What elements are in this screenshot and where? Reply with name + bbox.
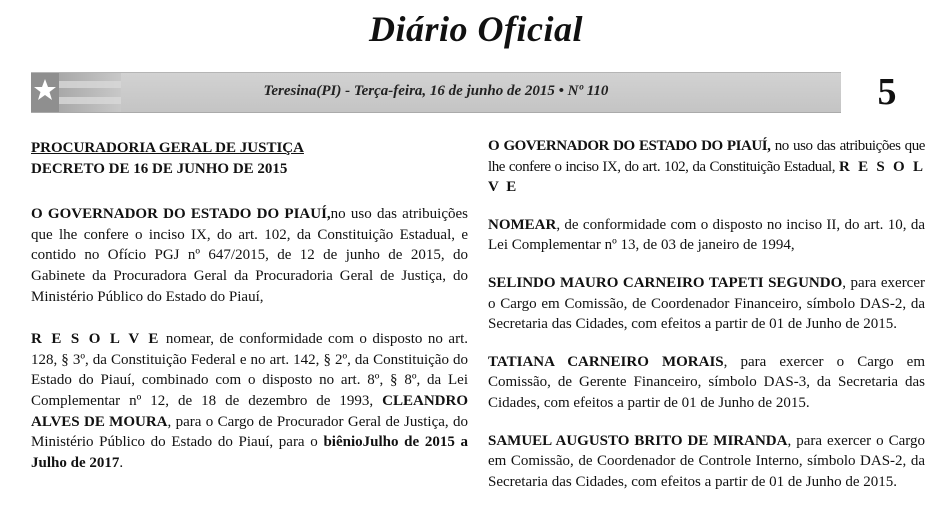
paragraph-governor xyxy=(31,204,468,307)
paragraph-nomear xyxy=(488,215,925,256)
heading-decree: DECRETO DE 16 DE JUNHO DE 2015 xyxy=(31,160,288,177)
appointee-name: TATIANA CARNEIRO MORAIS xyxy=(488,353,724,370)
heading-institution: PROCURADORIA GERAL DE JUSTIÇA xyxy=(31,140,304,156)
paragraph-text: , para exercer o Cargo em Comissão, de Coordenador de Controle Interno, símbolo DAS-2, da Secretaria das Cidades, com efeitos a partir de 01 de Junho de 2015. xyxy=(488,432,925,490)
appointment-tatiana xyxy=(488,352,925,414)
appointee-name: SELINDO MAURO CARNEIRO TAPETI SEGUNDO xyxy=(488,274,843,291)
paragraph-text: , para exercer o Cargo em Comissão, de Coordenador Financeiro, símbolo DAS-2, da Secretaria das Cidades, com efeitos a partir de 01 de Junho de 2015. xyxy=(488,274,925,333)
resolve-label: R E S O L V E xyxy=(488,158,925,196)
governor-label: O GOVERNADOR DO ESTADO DO PIAUÍ, xyxy=(31,206,331,223)
appointee-name: SAMUEL AUGUSTO BRITO DE MIRANDA xyxy=(488,432,788,449)
dateline: Teresina(PI) - Terça-feira, 16 de junho de 2015 • Nº 110 xyxy=(263,83,609,99)
left-column xyxy=(31,138,468,490)
term-period: biênioJulho de 2015 a Julho de 2017 xyxy=(31,434,469,471)
paragraph-text: , para exercer o Cargo em Comissão, de Gerente Financeiro, símbolo DAS-3, da Secretaria das Cidades, com efeitos a partir de 01 de Junho de 2015. xyxy=(488,353,925,411)
page-number: 5 xyxy=(877,71,897,113)
nomear-label: NOMEAR xyxy=(488,216,557,233)
paragraph-text: , de conformidade com o disposto no inciso II, do art. 10, da Lei Complementar nº 13, de 03 de janeiro de 1994, xyxy=(488,216,925,254)
resolve-label: R E S O L V E xyxy=(31,331,161,348)
governor-label: O GOVERNADOR DO ESTADO DO PIAUÍ, xyxy=(488,138,771,154)
right-column xyxy=(488,136,925,509)
paragraph-text: no uso das atribuições que lhe confere o inciso IX, do art. 102, da Constituição Estadual, e contido no Ofício PGJ nº 647/2015, de 12 de junho de 2015, do Gabinete da Procuradora Geral da Procuradoria Geral de Justiça, do Ministério Público do Estado do Piauí, xyxy=(31,206,468,305)
paragraph-governor-right xyxy=(488,136,925,198)
paragraph-text: nomear, de conformidade com o disposto no art. 128, § 3º, da Constituição Federal e no art. 142, § 2º, da Constituição do Estado do Piauí, combinado com o disposto no art. 8º, § 8º, da Lei Complementar nº 12, de 18 de dezembro de 1993, xyxy=(31,331,468,409)
masthead-title: Diário Oficial xyxy=(369,9,583,49)
appointee-name: CLEANDRO ALVES DE MOURA xyxy=(31,392,468,430)
appointment-samuel xyxy=(488,431,925,493)
header-band xyxy=(31,72,841,113)
section-heading xyxy=(31,138,468,179)
paragraph-text: , para o Cargo de Procurador Geral de Justiça, do Ministério Público do Estado do Piauí, para o xyxy=(31,413,468,451)
paragraph-resolve xyxy=(31,329,468,473)
paragraph-end: . xyxy=(119,454,124,471)
paragraph-text: no uso das atribuições que lhe confere o inciso IX, do art. 102, da Constituição Estadual, xyxy=(488,138,925,175)
appointment-selindo xyxy=(488,273,925,335)
